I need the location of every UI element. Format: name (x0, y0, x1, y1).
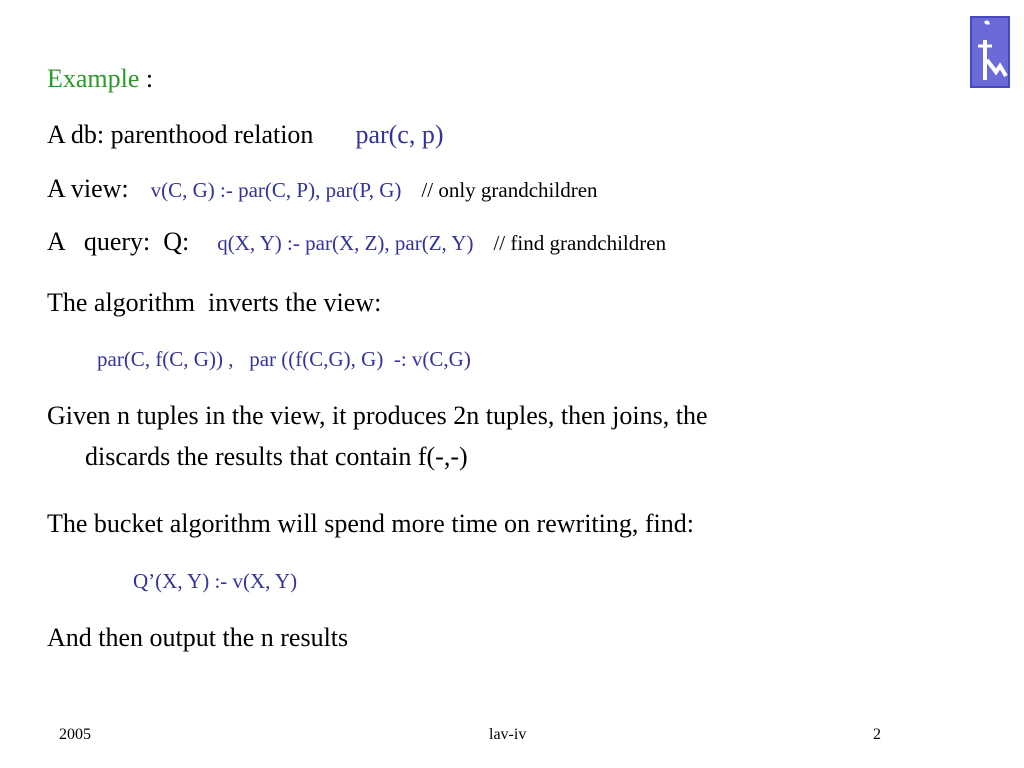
footer-title: lav-iv (489, 726, 527, 743)
query-line (47, 229, 666, 255)
given-line-1: Given n tuples in the view, it produces 2n tuples, then joins, the (47, 401, 708, 430)
view-comment: // only grandchildren (421, 178, 598, 202)
query-label: A query: Q: (47, 227, 190, 256)
view-label: A view: (47, 174, 129, 203)
view-code: v(C, G) :- par(C, P), par(P, G) (150, 178, 402, 202)
title-colon: : (139, 64, 154, 93)
bucket-text: The bucket algorithm will spend more time on rewriting, find: (47, 509, 694, 538)
logo-icon (970, 16, 1010, 88)
footer-page-number: 2 (873, 726, 881, 743)
given-line-2: discards the results that contain f(-,-) (85, 442, 468, 471)
title-label: Example (47, 64, 140, 93)
footer-date: 2005 (59, 726, 91, 743)
db-label: A db: parenthood relation (47, 120, 314, 149)
output-text: And then output the n results (47, 623, 349, 652)
algorithm-text: The algorithm inverts the view: (47, 288, 382, 317)
query-code: q(X, Y) :- par(X, Z), par(Z, Y) (217, 231, 474, 255)
db-line (47, 122, 444, 148)
query-comment: // find grandchildren (493, 231, 667, 255)
view-line (47, 176, 598, 202)
slide-title (47, 66, 153, 92)
rewriting-rule: Q’(X, Y) :- v(X, Y) (133, 569, 298, 593)
inverted-rules: par(C, f(C, G)) , par ((f(C,G), G) -: v(C,G) (97, 347, 471, 371)
db-code: par(c, p) (355, 120, 444, 149)
